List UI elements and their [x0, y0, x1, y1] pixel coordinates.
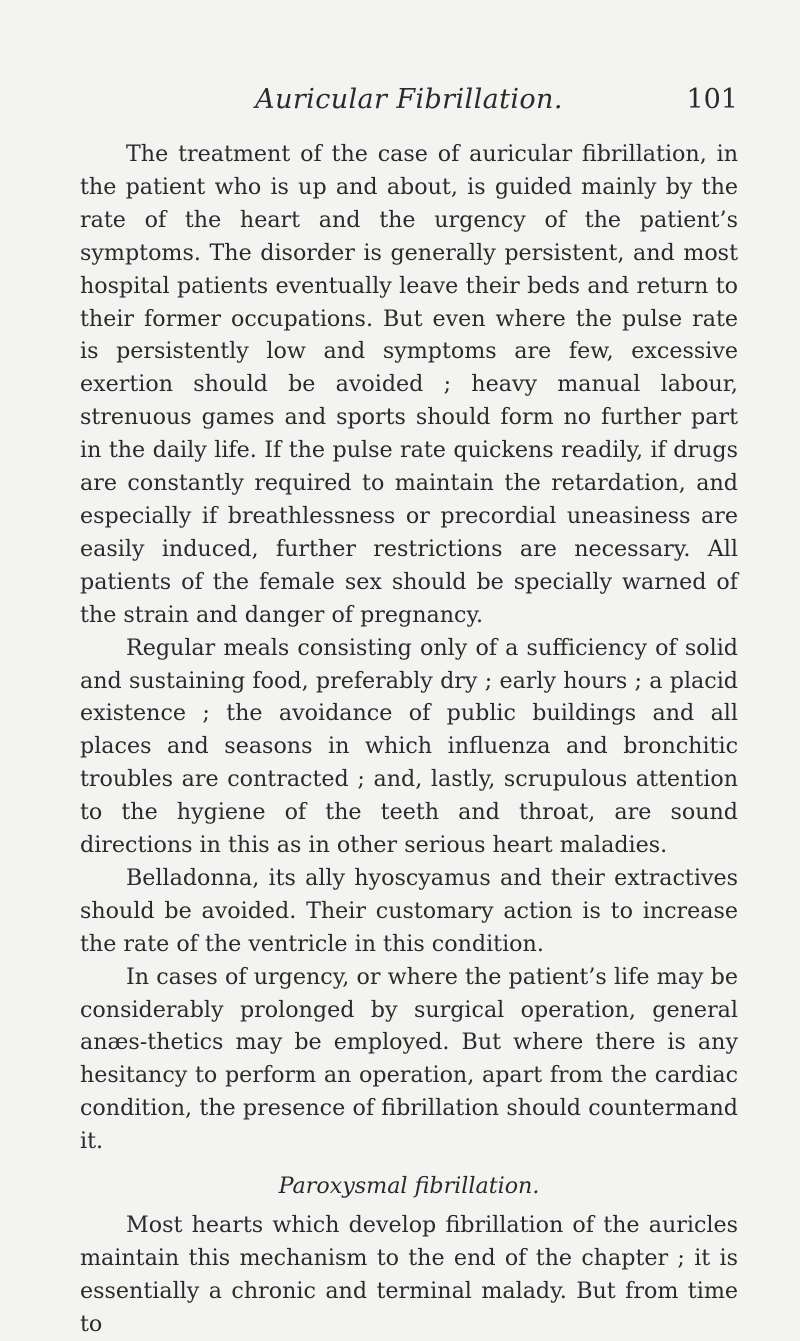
paragraph-treatment: The treatment of the case of auricular fibrillation, in the patient who is up and about, is guided mainly by the rate of the heart and the urgency of the patient’s symptoms. The disorder is generally persistent, and most hospital patients eventually leave their beds and return to their former occupations. But even where the pulse rate is persistently low and symptoms are few, excessive exertion should be avoided ; heavy manual labour, strenuous games and sports should form no further part in the daily life. If the pulse rate quickens readily, if drugs are constantly required to maintain the retardation, and especially if breathlessness or precordial uneasiness are easily induced, further restrictions are necessary. All patients of the female sex should be specially warned of the strain and danger of pregnancy. — [80, 141, 738, 628]
page-number: 101 — [686, 84, 738, 115]
paragraph-belladonna: Belladonna, its ally hyoscyamus and their extractives should be avoided. Their customary action is to increase the rate of the ventricle in this condition. — [80, 864, 738, 957]
body-text — [80, 138, 738, 1341]
section-heading: Paroxysmal fibrillation. — [278, 1173, 540, 1200]
paragraph-urgency: In cases of urgency, or where the patient’s life may be considerably prolonged by surgical operation, general anæs-thetics may be employed. But where there is any hesitancy to perform an operation, apart from the cardiac condition, the presence of fibrillation should countermand it. — [80, 963, 738, 1155]
running-title: Auricular Fibrillation. — [255, 84, 563, 115]
paragraph-paroxysmal: Most hearts which develop fibrillation of the auricles maintain this mechanism to the end of the chapter ; it is essentially a chronic and terminal malady. But from time to — [80, 1212, 738, 1337]
page-header — [80, 84, 738, 120]
paragraph-regular-meals: Regular meals consisting only of a sufficiency of solid and sustaining food, preferably dry ; early hours ; a placid existence ; the avoidance of public buildings and all places and seasons in which influenza and bronchitic troubles are contracted ; and, lastly, scrupulous attention to the hygiene of the teeth and throat, are sound directions in this as in other serious heart maladies. — [80, 634, 738, 859]
